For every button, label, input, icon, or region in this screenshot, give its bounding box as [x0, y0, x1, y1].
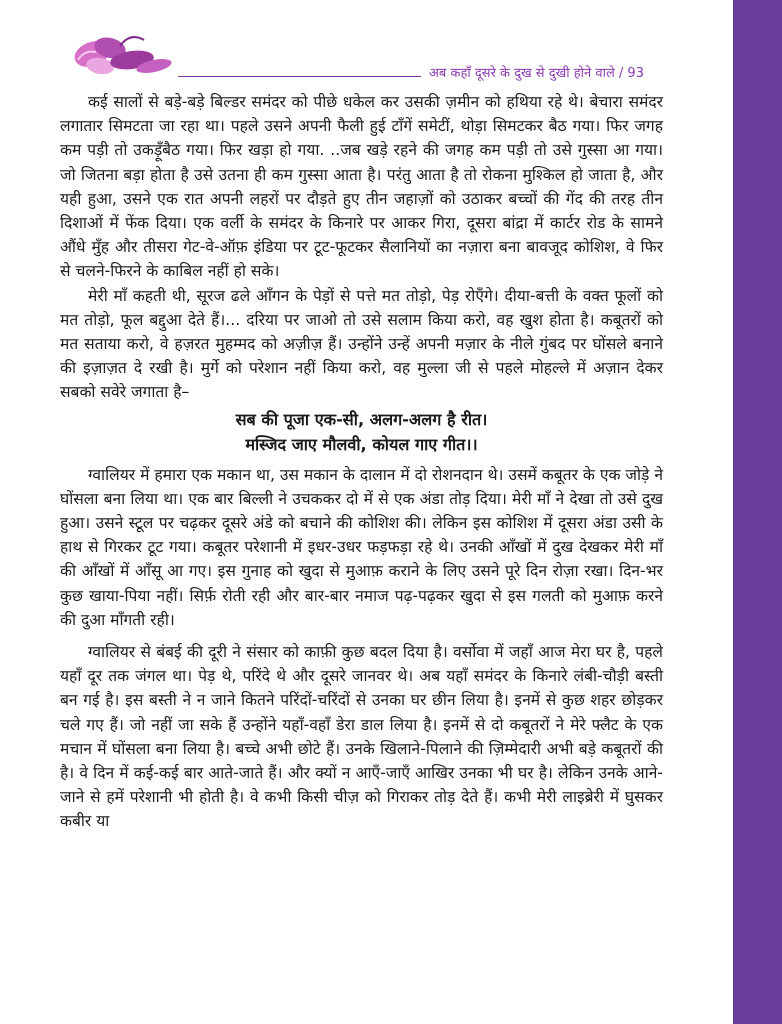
- paragraph: मेरी माँ कहती थी, सूरज ढले आँगन के पेड़ों से पत्ते मत तोड़ो, पेड़ रोएँगे। दीया-बत्ती के वक्त फूलों को मत तोड़ो, फूल बद्दुआ देते हैं।... दरिया पर जाओ तो उसे सलाम किया करो, वह खुश होता है। कबूतरों को मत सताया करो, वे हज़रत मुहम्मद को अज़ीज़ हैं। उन्होंने उन्हें अपनी मज़ार के नीले गुंबद पर घोंसले बनाने की इज़ाज़त दे रखी है। मुर्गे को परेशान नहीं किया करो, वह मुल्ला जी से पहले मोहल्ले में अज़ान देकर सबको सवेरे जगाता है–: [60, 286, 663, 402]
- page-body: [60, 90, 663, 834]
- header-rule: [178, 76, 421, 77]
- doha-couplet: [60, 407, 663, 457]
- paragraph: ग्वालियर से बंबई की दूरी ने संसार को काफ़ी कुछ बदल दिया है। वर्सोवा में जहाँ आज मेरा घर है, पहले यहाँ दूर तक जंगल था। पेड़ थे, परिंदे थे और दूसरे जानवर थे। अब यहाँ समंदर के किनारे लंबी-चौड़ी बस्ती बन गई है। इस बस्ती ने न जाने कितने परिंदों-चरिंदों से उनका घर छीन लिया है। इनमें से कुछ शहर छोड़कर चले गए हैं। जो नहीं जा सके हैं उन्होंने यहाँ-वहाँ डेरा डाल लिया है। इनमें से दो कबूतरों ने मेरे फ्लैट के एक मचान में घोंसला बना लिया है। बच्चे अभी छोटे हैं। उनके खिलाने-पिलाने की ज़िम्मेदारी अभी बड़े कबूतरों की है। वे दिन में कई-कई बार आते-जाते हैं। और क्यों न आएँ-जाएँ आखिर उनका भी घर है। लेकिन उनके आने-जाने से हमें परेशानी भी होती है। वे कभी किसी चीज़ को गिराकर तोड़ देते हैं। कभी मेरी लाइब्रेरी में घुसकर कबीर या: [60, 643, 663, 831]
- couplet-line: मस्जिद जाए मौलवी, कोयल गाए गीत।।: [245, 434, 478, 454]
- couplet-line: सब की पूजा एक-सी, अलग-अलग है रीत।: [235, 409, 488, 429]
- paragraph: ग्वालियर में हमारा एक मकान था, उस मकान के दालान में दो रोशनदान थे। उसमें कबूतर के एक जोड़े ने घोंसला बना लिया था। एक बार बिल्ली ने उचककर दो में से एक अंडा तोड़ दिया। मेरी माँ ने देखा तो उसे दुख हुआ। उसने स्टूल पर चढ़कर दूसरे अंडे को बचाने की कोशिश की। लेकिन इस कोशिश में दूसरा अंडा उसी के हाथ से गिरकर टूट गया। कबूतर परेशानी में इधर-उधर फड़फड़ा रहे थे। उनकी आँखों में दुख देखकर मेरी माँ की आँखों में आँसू आ गए। इस गुनाह को खुदा से मुआफ़ कराने के लिए उसने पूरे दिन रोज़ा रखा। दिन-भर कुछ खाया-पिया नहीं। सिर्फ़ रोती रही और बार-बार नमाज पढ़-पढ़कर खुदा से इस गलती को मुआफ़ करने की दुआ माँगती रही।: [60, 465, 663, 629]
- running-header: अब कहाँ दूसरे के दुख से दुखी होने वाले / 93: [429, 66, 644, 81]
- paragraph: कई सालों से बड़े-बड़े बिल्डर समंदर को पीछे धकेल कर उसकी ज़मीन को हथिया रहे थे। बेचारा समंदर लगातार सिमटता जा रहा था। पहले उसने अपनी फैली हुई टाँगें समेटीं, थोड़ा सिमटकर बैठ गया। फिर जगह कम पड़ी तो उकड़ूँबैठ गया। फिर खड़ा हो गया. ..जब खड़े रहने की जगह कम पड़ी तो उसे गुस्सा आ गया। जो जितना बड़ा होता है उसे उतना ही कम गुस्सा आता है। परंतु आता है तो रोकना मुश्किल हो जाता है, और यही हुआ, उसने एक रात अपनी लहरों पर दौड़ते हुए तीन जहाज़ों को उठाकर बच्चों की गेंद की तरह तीन दिशाओं में फेंक दिया। एक वर्ली के समंदर के किनारे पर आकर गिरा, दूसरा बांद्रा में कार्टर रोड के सामने औंधे मुँह और तीसरा गेट-वे-ऑफ़ इंडिया पर टूट-फूटकर सैलानियों का नज़ारा बना बावजूद कोशिश, वे फिर से चलने-फिरने के काबिल नहीं हो सके।: [60, 93, 663, 281]
- flower-ornament-icon: [70, 26, 180, 82]
- page-edge-band: [733, 0, 782, 1024]
